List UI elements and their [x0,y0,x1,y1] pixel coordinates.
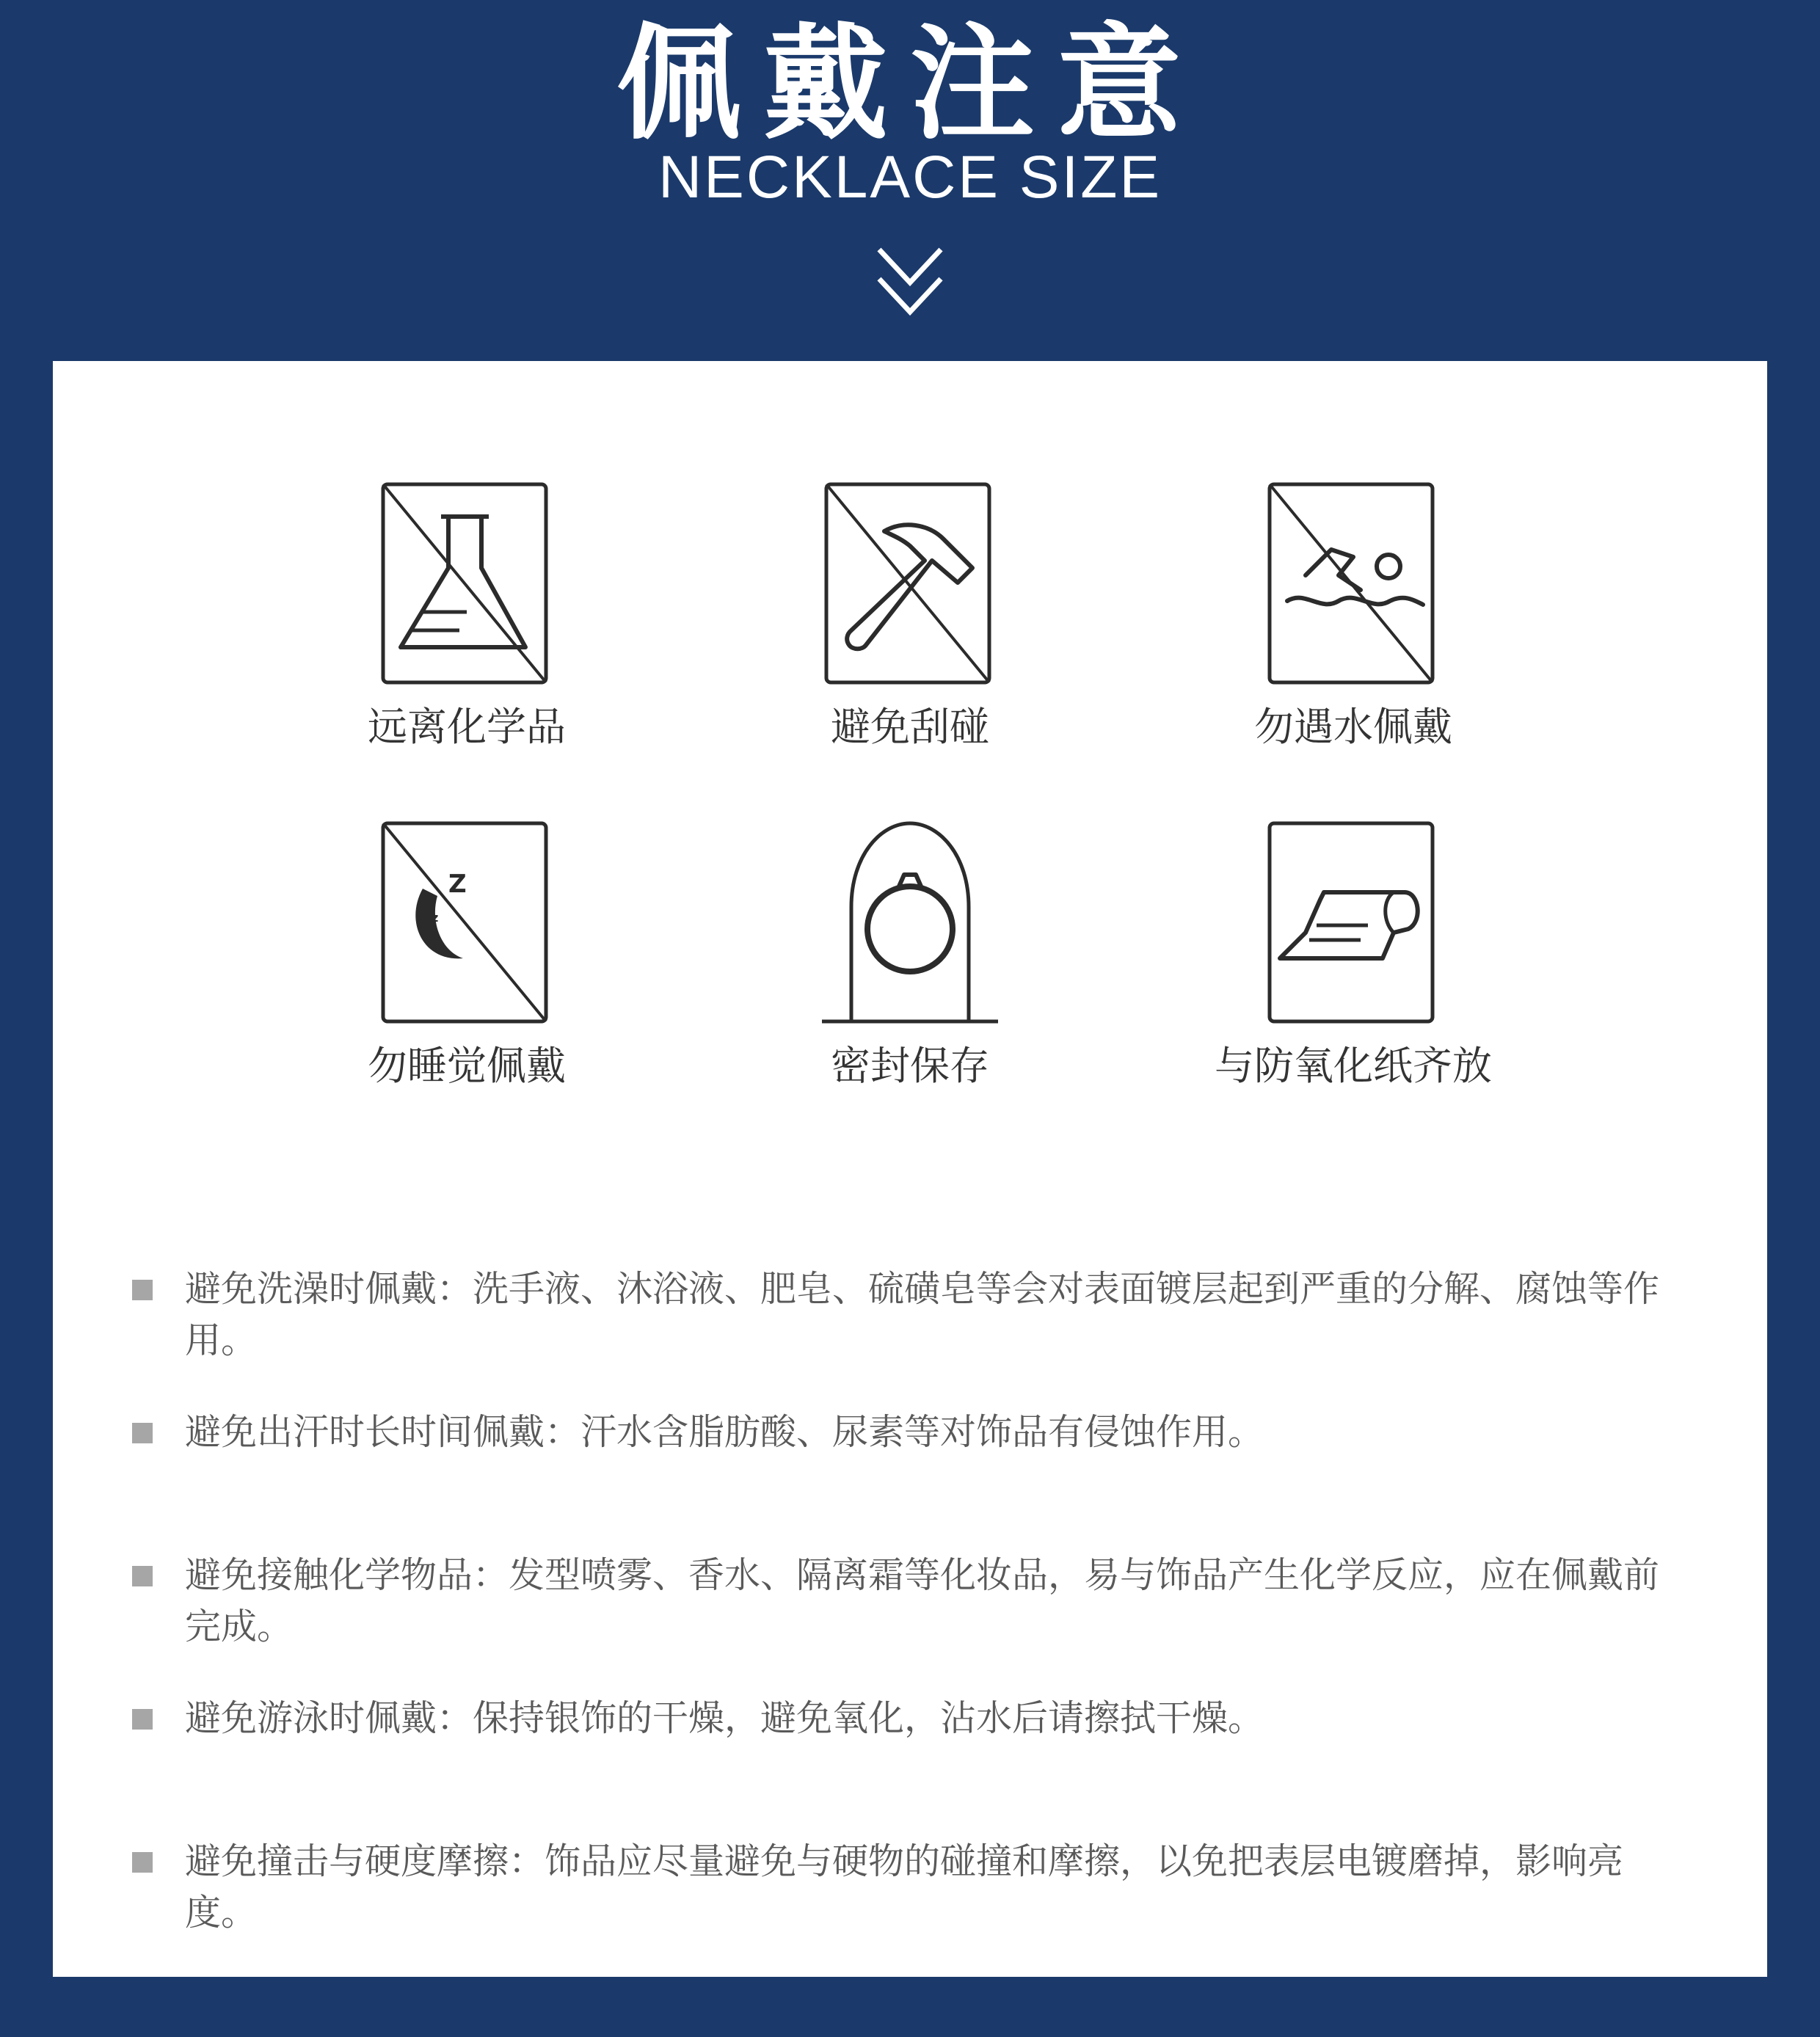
anti-oxidation-paper-icon [1265,819,1441,1032]
note-text: 避免游泳时佩戴：保持银饰的干燥，避免氧化，沾水后请擦拭干燥。 [185,1697,1264,1739]
icon-item-no-scratch [763,480,1057,788]
icon-label: 勿睡觉佩戴 [368,1043,566,1089]
svg-text:Z: Z [448,870,467,899]
icon-item-no-chemicals [320,480,614,788]
square-bullet-icon [132,1566,153,1586]
svg-text:z: z [432,911,439,925]
no-chemicals-flask-icon [379,480,555,693]
note-text: 避免出汗时长时间佩戴：汗水含脂肪酸、尿素等对饰品有侵蚀作用。 [185,1411,1264,1453]
page-subtitle: NECKLACE SIZE [658,144,1162,211]
icon-label: 远离化学品 [368,704,566,750]
icon-label: 与防氧化纸齐放 [1215,1043,1492,1089]
icon-item-anti-oxidation [1206,819,1500,1127]
square-bullet-icon [132,1280,153,1300]
note-text: 避免洗澡时佩戴：洗手液、沐浴液、肥皂、硫磺皂等会对表面镀层起到严重的分解、腐蚀等作用。 [185,1268,1660,1361]
square-bullet-icon [132,1852,153,1873]
no-sleeping-icon [379,819,555,1032]
icon-label: 避免刮碰 [831,704,989,750]
icon-label: 密封保存 [831,1043,989,1089]
icon-item-sealed [763,819,1057,1127]
note-text: 避免撞击与硬度摩擦：饰品应尽量避免与硬物的碰撞和摩擦，以免把表层电镀磨掉，影响亮度。 [185,1840,1624,1934]
page-title: 佩戴注意 [616,12,1204,157]
care-card [53,361,1767,1977]
icon-item-no-water [1206,480,1500,788]
no-hammer-icon [822,480,998,693]
square-bullet-icon [132,1423,153,1443]
icon-label: 勿遇水佩戴 [1254,704,1452,750]
icon-item-no-sleeping [320,819,614,1127]
sealed-ring-icon [822,819,998,1032]
square-bullet-icon [132,1709,153,1730]
header [0,0,1820,360]
double-chevron-down-icon [873,242,947,323]
note-text: 避免接触化学物品：发型喷雾、香水、隔离霜等化妆品，易与饰品产生化学反应，应在佩戴前完成。 [185,1554,1660,1647]
no-swimming-icon [1265,480,1441,693]
